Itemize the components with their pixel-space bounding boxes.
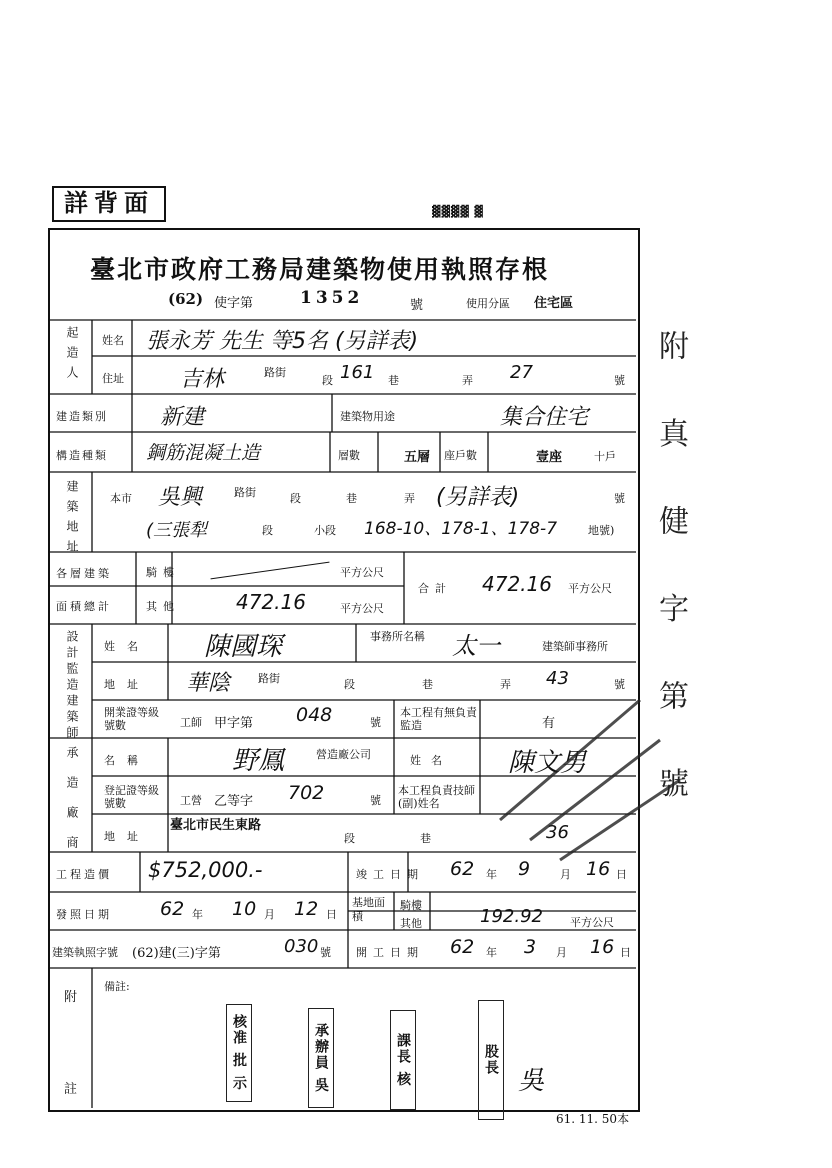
builder-addr-end: 號: [614, 374, 625, 387]
permit-end: 號: [320, 946, 331, 959]
issue-m: 月: [264, 908, 275, 921]
seal-approve: 核准 批 示: [226, 1004, 252, 1102]
done-d: 日: [616, 868, 627, 881]
signature: 吳: [518, 1066, 545, 1096]
builder-addr-hao: 巷: [388, 374, 399, 387]
contractor-person-label: 姓名: [410, 754, 452, 767]
site-note: (另詳表): [436, 485, 520, 510]
done-m: 月: [560, 868, 571, 881]
use-label: 建築物用途: [340, 410, 395, 423]
arcade-unit: 平方公尺: [340, 566, 384, 579]
category-label: 建造類別: [56, 410, 108, 423]
supervise-value: 有: [542, 716, 556, 731]
form-title: 臺北市政府工務局建築物使用執照存根: [90, 255, 550, 284]
total-label: 合計: [418, 582, 452, 595]
seal-clerk: 承辦員 吳: [308, 1008, 334, 1108]
done-day: 16: [586, 858, 611, 880]
margin-handwriting: 附 真 健 字 第 號: [653, 330, 688, 822]
builder-addr-section: 段: [322, 374, 333, 387]
footer-code: 61. 11. 50本: [556, 1112, 630, 1126]
start-d: 日: [620, 946, 631, 959]
contractor-reg-label: 登記證等級號數: [104, 784, 159, 810]
zone-value: 住宅區: [534, 296, 574, 311]
issue-month: 10: [232, 898, 257, 920]
site-district: 吳興: [158, 485, 203, 510]
issue-day: 12: [294, 898, 319, 920]
floors-value: 五層: [404, 450, 431, 465]
land-end: 地號): [588, 524, 615, 537]
units-tail: 十戶: [594, 450, 616, 463]
base-arcade-label: 騎樓: [400, 899, 422, 912]
firm-value: 太一: [452, 632, 500, 660]
designer-addr-lane: 巷: [422, 678, 433, 691]
zone-label: 使用分區: [466, 297, 510, 310]
top-stamp: ▓▓▓▓ ▓: [432, 205, 484, 218]
area-label-2: 面積總計: [56, 600, 112, 613]
designer-name-label: 姓名: [104, 640, 150, 653]
designer-reg-class: 甲字第: [214, 716, 254, 731]
seal-section-chief: 課長 核: [390, 1010, 416, 1110]
builder-addr-lane-val: 27: [510, 362, 533, 383]
contractor-reg-end: 號: [370, 794, 381, 807]
cost-label: 工程造價: [56, 868, 112, 881]
category-value: 新建: [160, 405, 205, 430]
builder-addr-no: 161: [340, 362, 375, 383]
supervise-label: 本工程有無負責監造: [400, 706, 477, 732]
designer-addr-alley: 弄: [500, 678, 511, 691]
builder-addr-road: 路街: [264, 366, 286, 379]
designer-reg-label: 開業證等級號數: [104, 706, 159, 732]
contractor-addr-sec: 段: [344, 832, 355, 845]
designer-addr-label: 地址: [104, 678, 150, 691]
done-y: 年: [486, 868, 497, 881]
firm-tail: 建築師事務所: [542, 640, 608, 653]
license-type: 使字第: [214, 296, 254, 311]
done-month: 9: [518, 858, 531, 880]
contractor-addr-value: 臺北市民生東路: [170, 818, 262, 833]
start-month: 3: [524, 936, 537, 958]
site-city: 本市: [110, 492, 132, 505]
land-no: 168-10、178-1、178-7: [364, 519, 558, 539]
contractor-addr-label: 地址: [104, 830, 150, 843]
designer-addr-no: 43: [546, 668, 569, 689]
base-area-label: 基地面積: [352, 896, 385, 923]
builder-section-label: 起造人: [65, 326, 79, 386]
site-lane: 巷: [346, 492, 357, 505]
tech-label: 本工程負責技師(副)姓名: [398, 784, 475, 810]
contractor-name-tail: 營造廠公司: [316, 748, 371, 761]
arcade-label: 騎樓: [146, 566, 180, 579]
builder-name-label: 姓名: [102, 334, 124, 347]
designer-addr-sec: 段: [344, 678, 355, 691]
seal-unit-chief: 股長: [478, 1000, 504, 1120]
license-suffix: 號: [410, 298, 424, 313]
site-section-label: 建築地址: [65, 480, 79, 560]
designer-addr-end: 號: [614, 678, 625, 691]
structure-value: 鋼筋混凝土造: [146, 442, 261, 464]
contractor-addr-lane: 巷: [420, 832, 431, 845]
total-unit: 平方公尺: [568, 582, 612, 595]
designer-section-label: 設計監造建築師: [65, 630, 79, 742]
start-day: 16: [590, 936, 615, 958]
contractor-person-value: 陳文男: [508, 748, 587, 778]
permit-value: (62)建(三)字第: [132, 946, 221, 961]
contractor-name-value: 野鳳: [232, 746, 285, 776]
contractor-addr-no: 36: [546, 822, 569, 843]
designer-addr-road: 路街: [258, 672, 280, 685]
total-value: 472.16: [482, 572, 552, 596]
site-road: 路街: [234, 486, 256, 499]
structure-label: 構造種類: [56, 449, 108, 462]
land-sub: 小段: [314, 524, 336, 537]
base-unit: 平方公尺: [570, 916, 614, 929]
area-label-1: 各層建築: [56, 567, 112, 580]
issue-year: 62: [160, 898, 185, 920]
site-end: 號: [614, 492, 625, 505]
remarks-label: 備註:: [104, 980, 130, 993]
done-label: 竣工日期: [356, 868, 424, 881]
remarks-side-bottom: 註: [64, 1082, 78, 1097]
land-sec: 段: [262, 524, 273, 537]
other-value: 472.16: [236, 590, 306, 614]
contractor-reg-no: 702: [288, 782, 325, 804]
land-prefix: (三張犁: [146, 520, 208, 541]
start-y: 年: [486, 946, 497, 959]
base-other-value: 192.92: [480, 906, 543, 927]
issue-y: 年: [192, 908, 203, 921]
use-value: 集合住宅: [500, 405, 589, 430]
start-label: 開工日期: [356, 946, 424, 959]
issue-label: 發照日期: [56, 908, 112, 921]
cost-value: $752,000.-: [148, 858, 263, 882]
units-label: 座戶數: [444, 449, 477, 462]
contractor-section-label: 承造廠商: [65, 746, 79, 866]
designer-reg-no: 048: [296, 704, 333, 726]
contractor-reg-class: 乙等字: [214, 794, 254, 809]
designer-name-value: 陳國琛: [204, 632, 283, 662]
designer-addr-value: 華陰: [186, 671, 231, 696]
side-tag: 詳背面: [52, 186, 166, 222]
done-year: 62: [450, 858, 475, 880]
site-sec: 段: [290, 492, 301, 505]
issue-d: 日: [326, 908, 337, 921]
units-value: 壹座: [536, 450, 563, 465]
start-m: 月: [556, 946, 567, 959]
permit-no: 030: [284, 936, 319, 957]
builder-addr-value: 吉林: [180, 367, 225, 392]
floors-label: 層數: [338, 449, 360, 462]
builder-addr-label: 住址: [102, 372, 124, 385]
designer-reg-prefix: 工師: [180, 716, 202, 729]
builder-name-value: 張永芳 先生 等5名 (另詳表): [146, 329, 419, 354]
site-alley: 弄: [404, 492, 415, 505]
start-year: 62: [450, 936, 475, 958]
contractor-reg-prefix: 工營: [180, 794, 202, 807]
remarks-side-top: 附: [64, 990, 78, 1005]
license-year: (62): [168, 290, 204, 308]
license-number: 1352: [300, 288, 364, 308]
contractor-name-label: 名稱: [104, 754, 150, 767]
firm-label: 事務所名稱: [370, 630, 425, 643]
permit-label: 建築執照字號: [52, 946, 118, 959]
designer-reg-end: 號: [370, 716, 381, 729]
other-label: 其他: [146, 600, 180, 613]
other-unit: 平方公尺: [340, 602, 384, 615]
base-other-label: 其他: [400, 917, 422, 930]
builder-addr-lane: 弄: [462, 374, 473, 387]
